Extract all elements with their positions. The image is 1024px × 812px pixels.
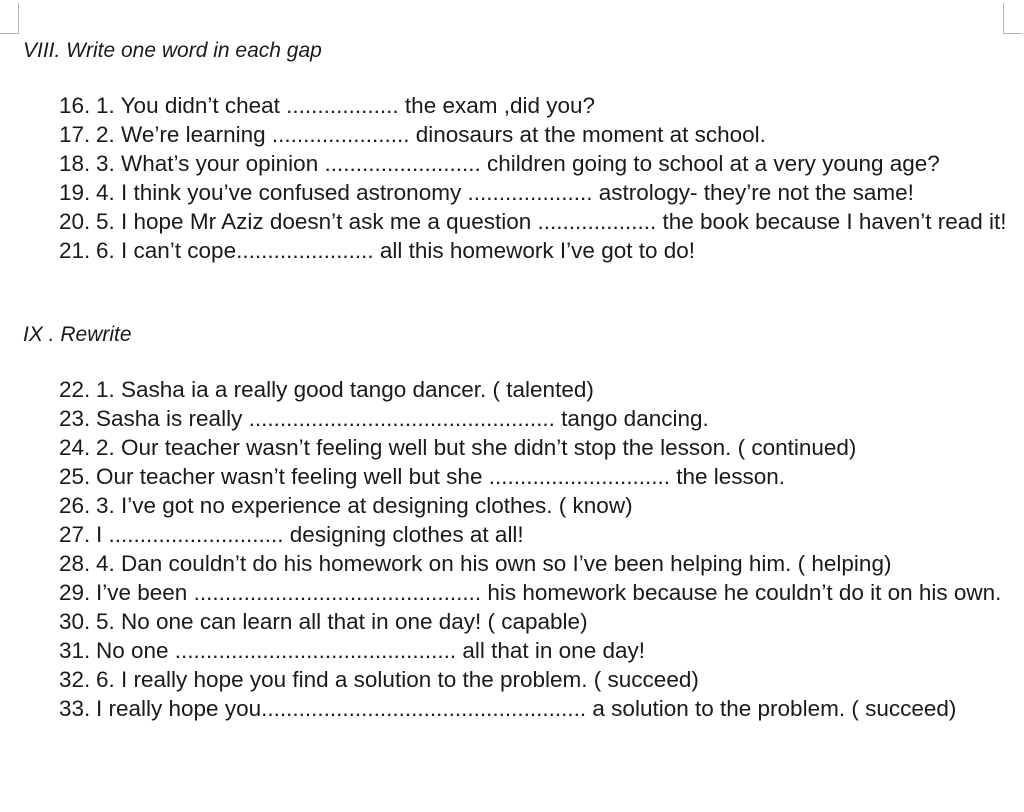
item-text: 6. I can’t cope...................... all this homework I’ve got to do! <box>96 238 696 263</box>
item-text: 4. Dan couldn’t do his homework on his own so I’ve been helping him. ( helping) <box>96 551 892 576</box>
item-text: 1. Sasha ia a really good tango dancer. ( talented) <box>96 377 594 402</box>
item-number: 22. <box>59 377 91 402</box>
item-number: 25. <box>59 464 91 489</box>
section-ix-heading: IX . Rewrite <box>23 323 132 346</box>
item-number: 29. <box>59 580 91 605</box>
item-text: 6. I really hope you find a solution to the problem. ( succeed) <box>96 667 699 692</box>
exercise-item-25 <box>0 462 1012 491</box>
item-text: 3. I’ve got no experience at designing clothes. ( know) <box>96 493 633 518</box>
item-number: 27. <box>59 522 91 547</box>
section-viii-heading: VIII. Write one word in each gap <box>23 39 322 62</box>
item-number: 26. <box>59 493 91 518</box>
exercise-item-28 <box>0 549 1012 578</box>
exercise-item-19 <box>0 178 1012 207</box>
item-number: 33. <box>59 696 91 721</box>
exercise-item-24 <box>0 433 1012 462</box>
item-text: No one ............................................. all that in one day! <box>96 638 645 663</box>
item-number: 18. <box>59 151 91 176</box>
item-number: 17. <box>59 122 91 147</box>
item-text: 3. What’s your opinion ......................... children going to school at a very young age? <box>96 151 940 176</box>
item-number: 21. <box>59 238 91 263</box>
exercise-item-16 <box>0 91 1012 120</box>
exercise-item-17 <box>0 120 1012 149</box>
item-text: 1. You didn’t cheat .................. the exam ,did you? <box>96 93 596 118</box>
exercise-item-18 <box>0 149 1012 178</box>
exercise-item-26 <box>0 491 1012 520</box>
item-text: 4. I think you’ve confused astronomy .................... astrology- they’re not the same! <box>96 180 914 205</box>
exercise-item-32 <box>0 665 1012 694</box>
item-number: 19. <box>59 180 91 205</box>
exercise-item-27 <box>0 520 1012 549</box>
exercise-item-30 <box>0 607 1012 636</box>
item-number: 23. <box>59 406 91 431</box>
item-text: 5. I hope Mr Aziz doesn’t ask me a question ................... the book because I haven’t read it! <box>96 209 1007 234</box>
item-text: I’ve been .............................................. his homework because he couldn’t do it on his own. <box>96 580 1002 605</box>
item-number: 31. <box>59 638 91 663</box>
exercise-item-21 <box>0 236 1012 265</box>
exercise-item-23 <box>0 404 1012 433</box>
item-number: 20. <box>59 209 91 234</box>
crop-mark-top-left <box>0 3 19 34</box>
item-text: 2. Our teacher wasn’t feeling well but she didn’t stop the lesson. ( continued) <box>96 435 857 460</box>
section-ix-list <box>0 375 1012 723</box>
item-number: 28. <box>59 551 91 576</box>
item-text: Our teacher wasn’t feeling well but she ............................. the lesson. <box>96 464 786 489</box>
exercise-item-20 <box>0 207 1012 236</box>
item-text: 5. No one can learn all that in one day! ( capable) <box>96 609 588 634</box>
exercise-item-31 <box>0 636 1012 665</box>
crop-mark-top-right <box>1003 3 1022 34</box>
exercise-item-22 <box>0 375 1012 404</box>
item-text: 2. We’re learning ...................... dinosaurs at the moment at school. <box>96 122 766 147</box>
exercise-item-33 <box>0 694 1012 723</box>
item-text: I ............................ designing clothes at all! <box>96 522 524 547</box>
section-viii-list <box>0 91 1012 265</box>
item-text: I really hope you.................................................... a solution to the problem. ( succeed) <box>96 696 957 721</box>
item-number: 24. <box>59 435 91 460</box>
item-number: 16. <box>59 93 91 118</box>
item-text: Sasha is really ................................................. tango dancing. <box>96 406 709 431</box>
item-number: 32. <box>59 667 91 692</box>
item-number: 30. <box>59 609 91 634</box>
exercise-item-29 <box>0 578 1012 607</box>
